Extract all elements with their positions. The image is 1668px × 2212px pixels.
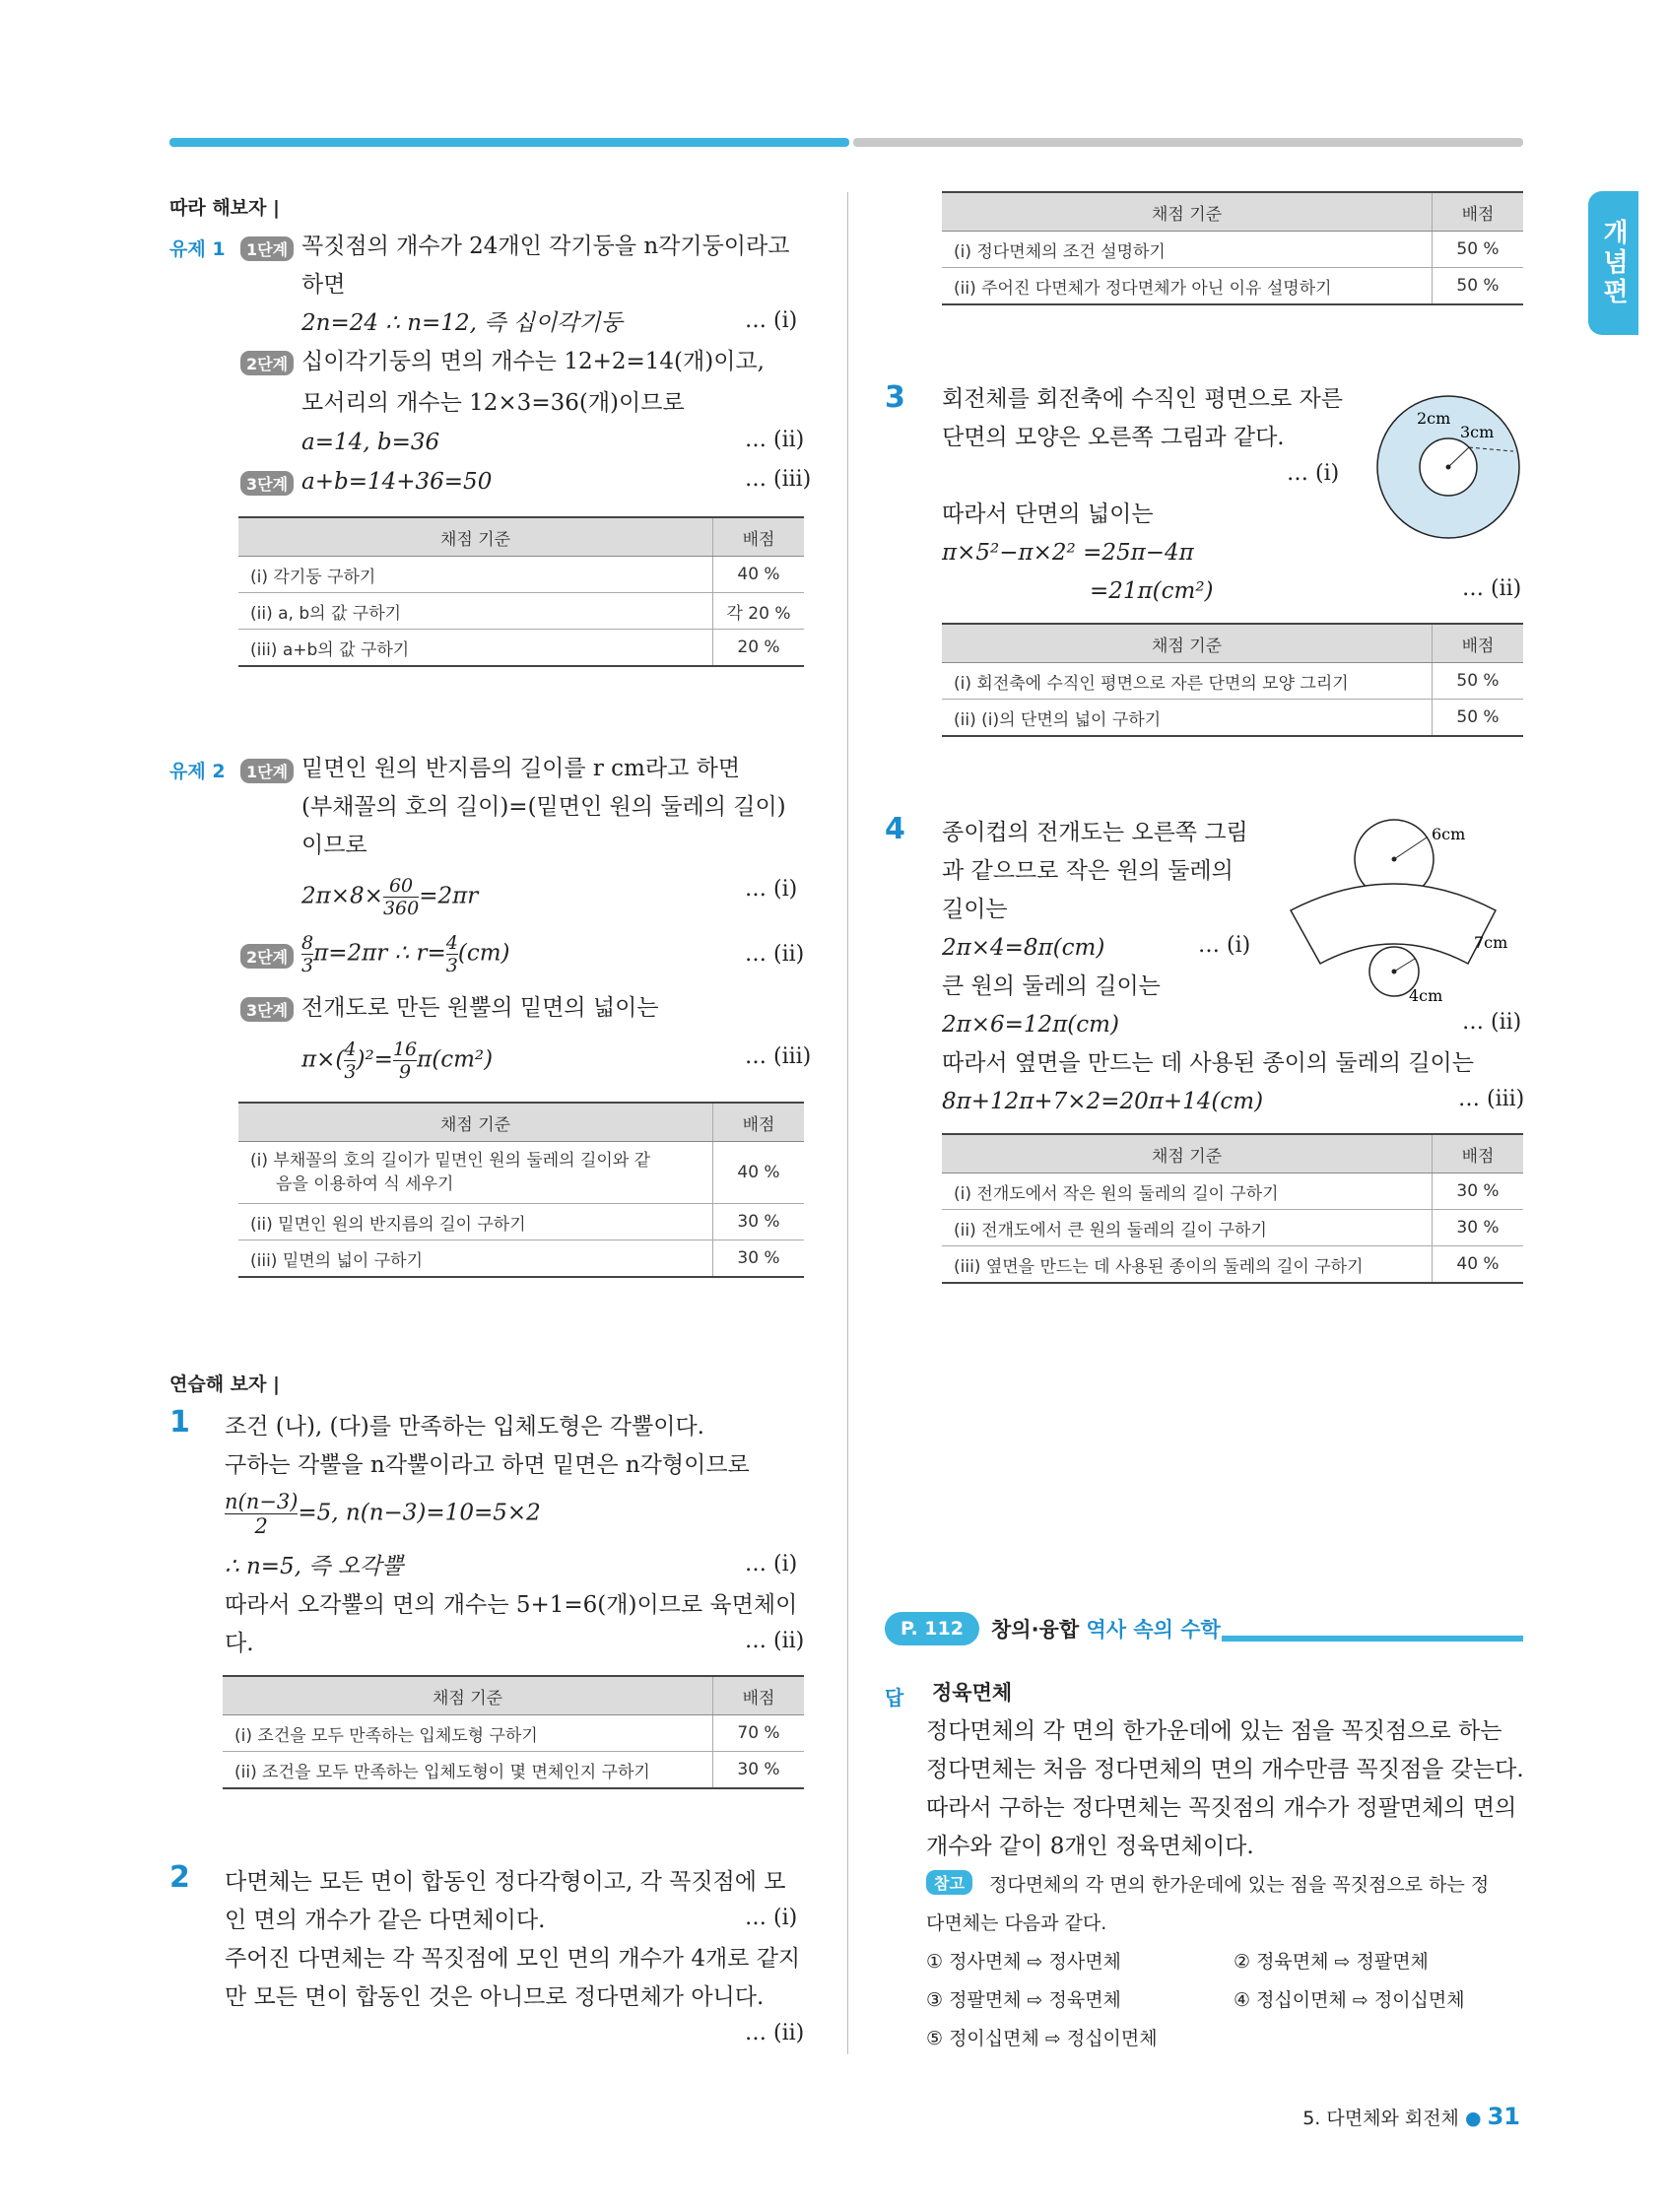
table-row	[942, 268, 1523, 305]
eq-part: π(cm²)	[417, 1046, 494, 1073]
p1-line6: 다.	[225, 1631, 254, 1656]
p2-mark2: … (ii)	[745, 2021, 805, 2045]
table-cell: (ii) 조건을 모두 만족하는 입체도형이 몇 면체인지 구하기	[223, 1752, 713, 1789]
p4-line1: 종이컵의 전개도는 오른쪽 그림	[942, 820, 1248, 845]
table-cell: 30 %	[713, 1240, 805, 1278]
p3-line1: 회전체를 회전축에 수직인 평면으로 자른	[942, 386, 1343, 412]
page-number: 31	[1487, 2103, 1520, 2130]
p1-number: 1	[169, 1405, 190, 1440]
answer-text: 정육면체	[932, 1681, 1013, 1705]
table-header: 채점 기준	[223, 1676, 713, 1715]
fraction	[383, 875, 419, 919]
table-cell: (i) 회전축에 수직인 평면으로 자른 단면의 모양 그리기	[942, 663, 1433, 700]
denominator: 3	[445, 955, 458, 976]
note-item-5: ⑤ 정이십면체 ⇨ 정십이면체	[926, 2028, 1158, 2049]
label-3cm: 3cm	[1460, 423, 1495, 441]
ex2-eq1	[301, 875, 478, 919]
ex2-step1: 1단계	[240, 759, 294, 783]
p3-criteria-table	[942, 623, 1523, 737]
table-cell: (ii) (i)의 단면의 넓이 구하기	[942, 700, 1433, 737]
ex1-line1: 꼭짓점의 개수가 24개인 각기둥을 n각기둥이라고	[301, 234, 790, 259]
table-cell: (i) 조건을 모두 만족하는 입체도형 구하기	[223, 1715, 713, 1752]
feature-line4: 개수와 같이 8개인 정육면체이다.	[926, 1834, 1254, 1859]
ex1-line3: 2n=24 ∴ n=12, 즉 십이각기둥	[301, 310, 623, 336]
table-cell: 20 %	[713, 630, 805, 667]
denominator: 2	[254, 1514, 268, 1538]
label-6cm: 6cm	[1432, 825, 1466, 843]
ex1-label: 유제 1	[169, 238, 226, 260]
feature-line2: 정다면체는 처음 정다면체의 면의 개수만큼 꼭짓점을 갖는다.	[926, 1757, 1524, 1782]
p1-line4: ∴ n=5, 즉 오각뿔	[225, 1554, 404, 1579]
table-row	[238, 593, 804, 630]
denominator: 3	[301, 955, 314, 976]
ex1-mark2: … (ii)	[745, 428, 805, 452]
ex2-mark3: … (iii)	[745, 1044, 812, 1069]
table-cell: (i) 전개도에서 작은 원의 둘레의 길이 구하기	[942, 1173, 1433, 1210]
table-cell: (ii) 밑면인 원의 반지름의 길이 구하기	[238, 1204, 713, 1240]
ex1-line4: 십이각기둥의 면의 개수는 12+2=14(개)이고,	[301, 349, 765, 374]
table-row	[223, 1715, 804, 1752]
side-tab[interactable]	[1588, 191, 1638, 335]
ex1-criteria-table	[238, 516, 804, 667]
table-header: 배점	[713, 517, 805, 557]
fraction	[344, 1039, 356, 1083]
page-ref-badge: P. 112	[885, 1612, 979, 1645]
table-row	[238, 1204, 804, 1240]
p2-line3: 주어진 다면체는 각 꼭짓점에 모인 면의 개수가 4개로 같지	[225, 1946, 801, 1972]
table-cell: (iii) 옆면을 만드는 데 사용된 종이의 둘레의 길이 구하기	[942, 1246, 1433, 1284]
p4-number: 4	[885, 812, 905, 846]
note-item-2: ② 정육면체 ⇨ 정팔면체	[1234, 1951, 1429, 1973]
p4-cup-net-figure	[1281, 818, 1527, 1015]
table-cell	[238, 1142, 713, 1204]
ex1-line2: 하면	[301, 272, 346, 298]
p3-mark2: … (ii)	[1462, 576, 1522, 601]
table-row	[942, 663, 1523, 700]
p2-mark1: … (i)	[745, 1906, 798, 1930]
p2-line4: 만 모든 면이 합동인 것은 아니므로 정다면체가 아니다.	[225, 1984, 765, 2010]
table-header: 배점	[1433, 624, 1524, 663]
ex2-line3: 이므로	[301, 833, 367, 858]
table-cell: 30 %	[1433, 1173, 1524, 1210]
table-header: 채점 기준	[942, 624, 1433, 663]
ex2-criteria-table	[238, 1102, 804, 1278]
table-row	[942, 1173, 1523, 1210]
p4-line7: 따라서 옆면을 만드는 데 사용된 종이의 둘레의 길이는	[942, 1050, 1474, 1076]
ex2-label: 유제 2	[169, 761, 226, 782]
table-row	[942, 232, 1523, 268]
table-cell: 50 %	[1433, 663, 1524, 700]
answer-label: 답	[885, 1686, 904, 1709]
fraction	[393, 1039, 417, 1083]
p4-criteria-table	[942, 1133, 1523, 1284]
numerator: n(n−3)	[225, 1490, 299, 1513]
feature-line3: 따라서 구하는 정다면체는 꼭짓점의 개수가 정팔면체의 면의	[926, 1795, 1517, 1821]
p2-criteria-table	[942, 191, 1523, 305]
table-row	[238, 1142, 804, 1204]
ex1-step1: 1단계	[240, 236, 294, 261]
p4-mark2: … (ii)	[1462, 1010, 1522, 1035]
p3-line5: =21π(cm²)	[1090, 578, 1214, 604]
table-row	[942, 1210, 1523, 1246]
table-cell: 30 %	[1433, 1210, 1524, 1246]
ex1-line7: a+b=14+36=50	[301, 469, 493, 495]
ex2-mark1: … (i)	[745, 877, 798, 902]
denominator: 9	[398, 1061, 412, 1083]
top-rule-left	[169, 138, 849, 147]
p1-mark1: … (i)	[745, 1552, 798, 1576]
p4-mark3: … (iii)	[1458, 1087, 1525, 1111]
table-header: 배점	[713, 1103, 805, 1142]
denominator: 3	[344, 1061, 357, 1083]
feature-title-a: 창의·융합	[991, 1618, 1080, 1642]
feature-line1: 정다면체의 각 면의 한가운데에 있는 점을 꼭짓점으로 하는	[926, 1718, 1502, 1744]
p1-eq	[225, 1490, 541, 1538]
ex2-eq2	[301, 932, 509, 976]
table-cell: 50 %	[1433, 232, 1524, 268]
eq-part: π=2πr ∴ r=	[313, 940, 446, 967]
table-cell: (iii) a+b의 값 구하기	[238, 630, 713, 667]
table-header: 채점 기준	[238, 1103, 713, 1142]
table-header: 채점 기준	[942, 1134, 1433, 1173]
table-row	[223, 1752, 804, 1789]
p1-line2: 구하는 각뿔을 n각뿔이라고 하면 밑면은 n각형이므로	[225, 1452, 750, 1478]
p1-mark2: … (ii)	[745, 1629, 805, 1653]
ex2-mark2: … (ii)	[745, 942, 805, 967]
table-header: 배점	[1433, 1134, 1524, 1173]
table-cell: 30 %	[713, 1204, 805, 1240]
eq-part: π×(	[301, 1046, 345, 1073]
table-row	[238, 630, 804, 667]
p4-line4: 2π×4=8π(cm)	[942, 935, 1105, 961]
ex2-step2: 2단계	[240, 944, 294, 969]
feature-rule	[1222, 1636, 1523, 1642]
eq-part: )²=	[356, 1046, 393, 1073]
p4-mark1: … (i)	[1198, 933, 1251, 958]
p4-line6: 2π×6=12π(cm)	[942, 1012, 1119, 1038]
p3-line4: π×5²−π×2² =25π−4π	[942, 540, 1194, 566]
note-item-3: ③ 정팔면체 ⇨ 정육면체	[926, 1989, 1121, 2011]
ex1-mark3: … (iii)	[745, 467, 812, 492]
table-cell: 50 %	[1433, 700, 1524, 737]
p3-mark1: … (i)	[1287, 461, 1340, 486]
table-header: 채점 기준	[238, 517, 713, 557]
table-header: 배점	[713, 1676, 805, 1715]
table-cell: (ii) a, b의 값 구하기	[238, 593, 713, 630]
cell-line: (i) 부채꼴의 호의 길이가 밑면인 원의 둘레의 길이와 같	[250, 1151, 651, 1171]
table-cell: 40 %	[1433, 1246, 1524, 1284]
ex1-mark1: … (i)	[745, 308, 798, 333]
page-footer	[1302, 2103, 1520, 2130]
p2-line2: 인 면의 개수가 같은 다면체이다.	[225, 1908, 546, 1933]
ex1-line6: a=14, b=36	[301, 430, 440, 455]
p4-line5: 큰 원의 둘레의 길이는	[942, 973, 1161, 999]
p3-annulus-figure	[1369, 394, 1527, 552]
note-badge: 참고	[926, 1870, 972, 1895]
denominator: 360	[382, 898, 420, 919]
fraction	[301, 932, 313, 976]
numerator: 8	[301, 932, 314, 954]
label-2cm: 2cm	[1417, 409, 1451, 428]
table-row	[238, 557, 804, 593]
footer-bullet: ●	[1464, 2108, 1482, 2129]
ex2-line6: 전개도로 만든 원뿔의 밑면의 넓이는	[301, 995, 659, 1021]
practice-heading: 연습해 보자 |	[169, 1374, 280, 1395]
eq-part: =5, n(n−3)=10=5×2	[298, 1500, 541, 1526]
table-header: 채점 기준	[942, 192, 1433, 232]
ex2-line1: 밑면인 원의 반지름의 길이를 r cm라고 하면	[301, 756, 741, 781]
fraction	[225, 1490, 298, 1538]
table-cell: 40 %	[713, 557, 805, 593]
table-cell: 70 %	[713, 1715, 805, 1752]
table-row	[942, 700, 1523, 737]
p3-number: 3	[885, 380, 905, 415]
column-divider	[847, 192, 848, 2054]
numerator: 60	[383, 875, 419, 898]
label-7cm: 7cm	[1474, 933, 1508, 952]
table-cell: 40 %	[713, 1142, 805, 1204]
label-4cm: 4cm	[1409, 986, 1443, 1005]
ex1-line5: 모서리의 개수는 12×3=36(개)이므로	[301, 390, 685, 416]
note-item-1: ① 정사면체 ⇨ 정사면체	[926, 1951, 1121, 1973]
p3-line2: 단면의 모양은 오른쪽 그림과 같다.	[942, 425, 1285, 450]
ex1-step2: 2단계	[240, 351, 294, 375]
ex2-line2: (부채꼴의 호의 길이)=(밑면인 원의 둘레의 길이)	[301, 794, 786, 820]
p4-line2: 과 같으므로 작은 원의 둘레의	[942, 858, 1234, 884]
follow-heading: 따라 해보자 |	[169, 197, 280, 219]
side-tab-label: 개념편	[1598, 219, 1629, 307]
p1-line1: 조건 (나), (다)를 만족하는 입체도형은 각뿔이다.	[225, 1414, 704, 1440]
table-cell: 50 %	[1433, 268, 1524, 305]
numerator: 4	[344, 1039, 357, 1060]
eq-part: =2πr	[419, 883, 479, 909]
p2-line1: 다면체는 모든 면이 합동인 정다각형이고, 각 꼭짓점에 모	[225, 1869, 786, 1895]
cell-line: 음을 이용하여 식 세우기	[276, 1174, 454, 1194]
p4-line3: 길이는	[942, 897, 1008, 922]
note-line2: 다면체는 다음과 같다.	[926, 1912, 1107, 1934]
eq-part: (cm)	[457, 940, 510, 967]
table-row	[238, 1240, 804, 1278]
eq-part: 2π×8×	[301, 883, 383, 909]
note-item-4: ④ 정십이면체 ⇨ 정이십면체	[1234, 1989, 1465, 2011]
table-cell: 각 20 %	[713, 593, 805, 630]
table-header: 배점	[1433, 192, 1524, 232]
numerator: 16	[392, 1039, 418, 1060]
top-rule-right	[853, 138, 1523, 147]
p4-line8: 8π+12π+7×2=20π+14(cm)	[942, 1089, 1264, 1114]
footer-chapter: 5. 다면체와 회전체	[1302, 2108, 1459, 2129]
numerator: 4	[445, 932, 458, 954]
table-cell: (i) 정다면체의 조건 설명하기	[942, 232, 1433, 268]
table-cell: (i) 각기둥 구하기	[238, 557, 713, 593]
table-cell: (ii) 전개도에서 큰 원의 둘레의 길이 구하기	[942, 1210, 1433, 1246]
table-cell: (ii) 주어진 다면체가 정다면체가 아닌 이유 설명하기	[942, 268, 1433, 305]
feature-title-b: 역사 속의 수학	[1086, 1618, 1221, 1642]
table-cell: 30 %	[713, 1752, 805, 1789]
p3-line3: 따라서 단면의 넓이는	[942, 502, 1154, 527]
p2-number: 2	[169, 1860, 190, 1895]
feature-title	[991, 1614, 1221, 1643]
table-row	[942, 1246, 1523, 1284]
p1-criteria-table	[223, 1675, 804, 1789]
p1-line5: 따라서 오각뿔의 면의 개수는 5+1=6(개)이므로 육면체이	[225, 1592, 798, 1618]
ex2-step3: 3단계	[240, 997, 294, 1022]
ex1-step3: 3단계	[240, 471, 294, 496]
table-cell: (iii) 밑면의 넓이 구하기	[238, 1240, 713, 1278]
note-line1: 정다면체의 각 면의 한가운데에 있는 점을 꼭짓점으로 하는 정	[989, 1874, 1490, 1896]
ex2-eq3	[301, 1039, 493, 1083]
fraction	[446, 932, 458, 976]
